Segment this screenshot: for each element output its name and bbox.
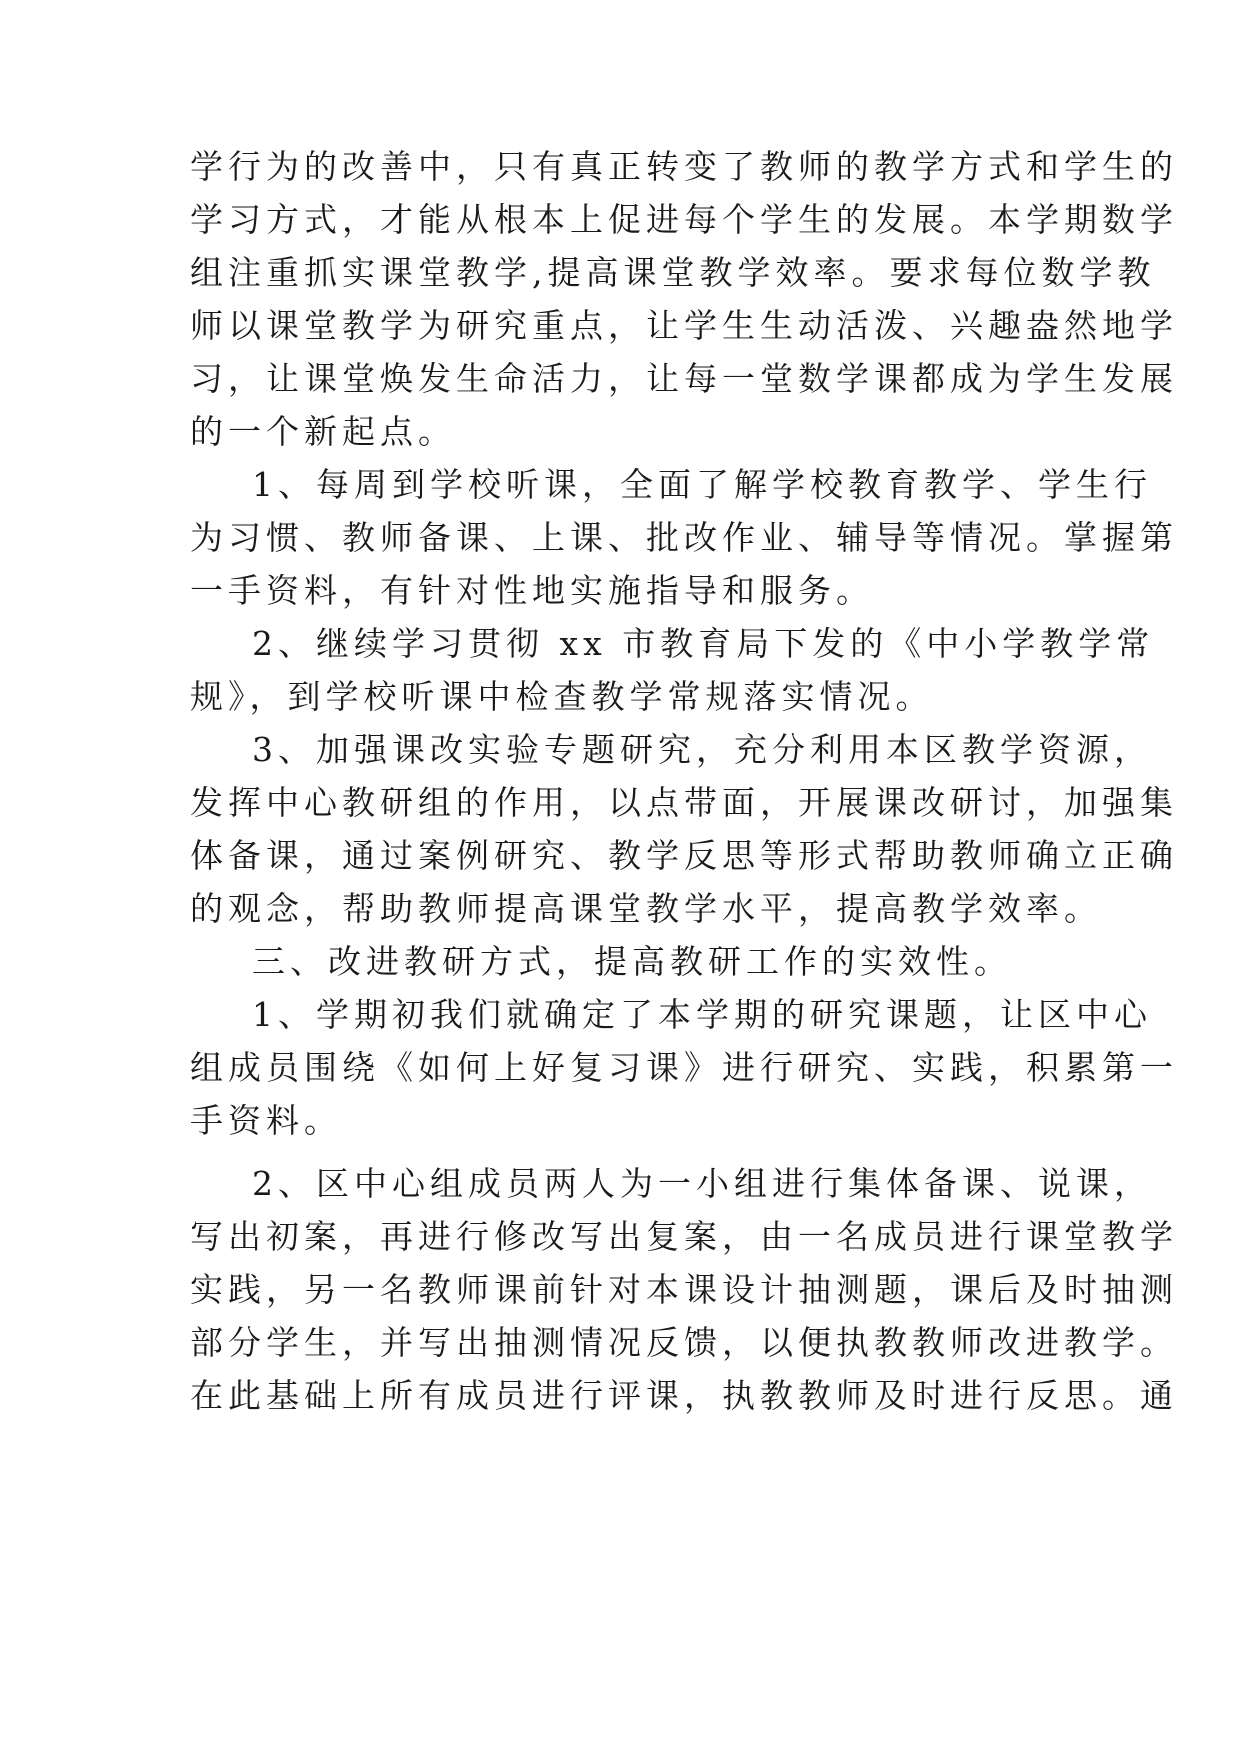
- text-line: 1、学期初我们就确定了本学期的研究课题，让区中心: [252, 995, 1152, 1034]
- text-line: 组注重抓实课堂教学,提高课堂教学效率。要求每位数学教: [190, 253, 1156, 292]
- text-line: 写出初案，再进行修改写出复案，由一名成员进行课堂教学: [190, 1217, 1178, 1256]
- text-line: 师以课堂教学为研究重点，让学生生动活泼、兴趣盎然地学: [190, 306, 1178, 345]
- text-line: 的一个新起点。: [190, 412, 456, 451]
- text-line: 部分学生，并写出抽测情况反馈，以便执教教师改进教学。: [190, 1323, 1178, 1362]
- text-line: 学行为的改善中，只有真正转变了教师的教学方式和学生的: [190, 147, 1178, 186]
- text-line: 实践，另一名教师课前针对本课设计抽测题，课后及时抽测: [190, 1270, 1178, 1309]
- text-line: 规》，到学校听课中检查教学常规落实情况。: [190, 677, 934, 716]
- text-line: 学习方式，才能从根本上促进每个学生的发展。本学期数学: [190, 200, 1178, 239]
- text-line: 在此基础上所有成员进行评课，执教教师及时进行反思。通: [190, 1376, 1178, 1415]
- text-line: 组成员围绕《如何上好复习课》进行研究、实践，积累第一: [190, 1048, 1178, 1087]
- text-line: 2、继续学习贯彻 xx 市教育局下发的《中小学教学常: [252, 624, 1155, 663]
- text-line: 的观念，帮助教师提高课堂教学水平，提高教学效率。: [190, 889, 1102, 928]
- section-heading: 三、改进教研方式，提高教研工作的实效性。: [252, 942, 1012, 981]
- text-line: 手资料。: [190, 1101, 342, 1140]
- text-line: 为习惯、教师备课、上课、批改作业、辅导等情况。掌握第: [190, 518, 1178, 557]
- text-line: 发挥中心教研组的作用，以点带面，开展课改研讨，加强集: [190, 783, 1178, 822]
- text-line: 3、加强课改实验专题研究，充分利用本区教学资源，: [252, 730, 1152, 769]
- text-line: 体备课，通过案例研究、教学反思等形式帮助教师确立正确: [190, 836, 1178, 875]
- text-line: 1、每周到学校听课，全面了解学校教育教学、学生行: [252, 465, 1152, 504]
- text-line: 一手资料，有针对性地实施指导和服务。: [190, 571, 874, 610]
- text-line: 习，让课堂焕发生命活力，让每一堂数学课都成为学生发展: [190, 359, 1178, 398]
- text-line: 2、区中心组成员两人为一小组进行集体备课、说课，: [252, 1164, 1152, 1203]
